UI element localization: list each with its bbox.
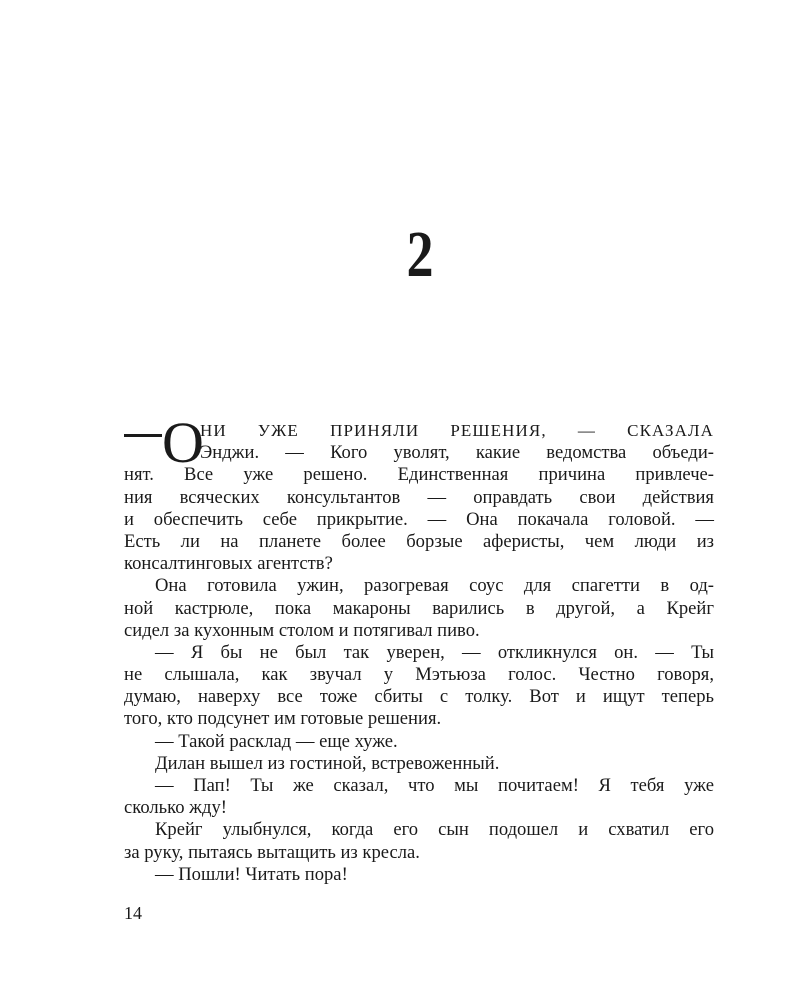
text-line: Есть ли на планете более борзые аферисты, чем люди из [124,530,714,552]
chapter-number: 2 [406,218,434,291]
drop-cap [124,410,204,475]
text-line: — Пап! Ты же сказал, что мы почитаем! Я тебя уже [155,775,714,797]
page-number: 14 [124,903,142,923]
paragraph [124,642,714,731]
text-line: и обеспечить себе прикрытие. — Она покачала головой. — [124,508,714,530]
body-text [124,410,714,886]
paragraph [124,575,714,642]
drop-cap-dash [124,434,162,437]
text-line: — Я бы не был так уверен, — откликнулся он. — Ты [155,641,714,663]
text-line: думаю, наверху все тоже сбиты с толку. Вот и ищут теперь [124,686,714,708]
text-line: — Такой расклад — еще хуже. [155,730,398,752]
text-line: консалтинговых агентств? [124,553,333,575]
text-line: не слышала, как звучал у Мэтьюза голос. Честно говоря, [124,664,714,686]
text-line: сколько жду! [124,797,227,819]
text-line: ния всяческих консультантов — оправдать свои действия [124,486,714,508]
paragraph [124,864,714,886]
text-line: за руку, пытаясь вытащить из кресла. [124,841,420,863]
paragraph [124,775,714,819]
text-line: ной кастрюле, пока макароны варились в другой, а Крейг [124,597,714,619]
text-line: того, кто подсунет им готовые решения. [124,708,442,730]
opening-line-2: Энджи. — Кого уволят, какие ведомства объеди- [200,442,714,464]
paragraph [124,753,714,775]
paragraph [124,819,714,863]
text-line: Дилан вышел из гостиной, встревоженный. [155,752,500,774]
text-line: — Пошли! Читать пора! [155,863,348,885]
drop-cap-letter: О [162,410,204,475]
paragraph [124,731,714,753]
text-line: Она готовила ужин, разогревая соус для спагетти в од- [155,575,714,597]
opening-line-1: НИ УЖЕ ПРИНЯЛИ РЕШЕНИЯ, — СКАЗАЛА [200,421,714,440]
text-line: Крейг улыбнулся, когда его сын подошел и схватил его [155,819,714,841]
text-line: нят. Все уже решено. Единственная причина привлече- [124,464,714,486]
text-line: сидел за кухонным столом и потягивал пиво. [124,619,480,641]
opening-paragraph-rest [124,464,714,575]
